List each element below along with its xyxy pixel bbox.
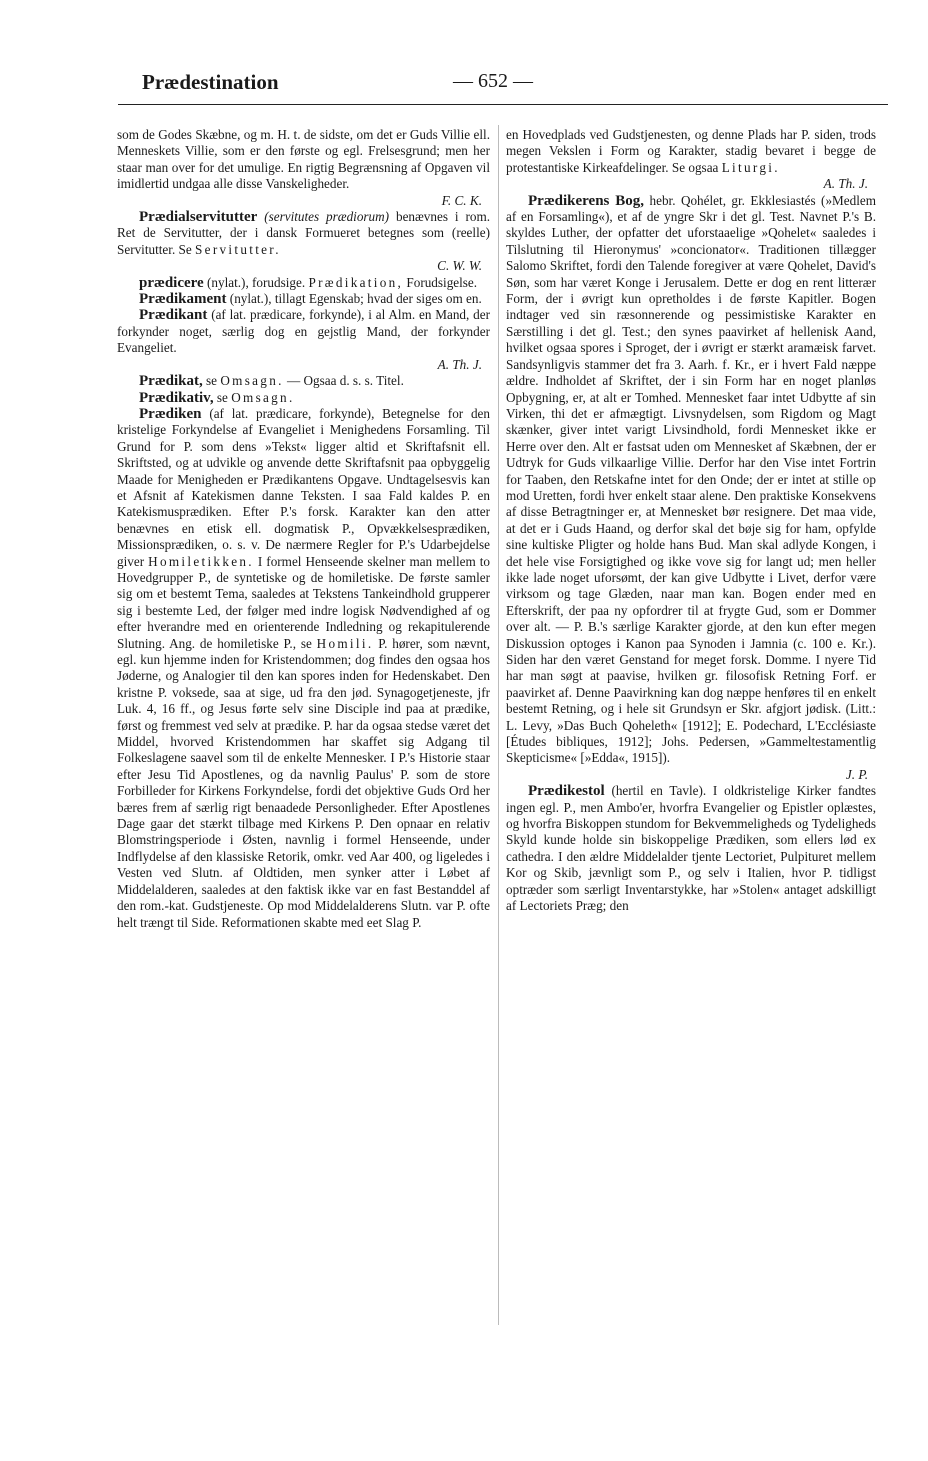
cross-reference[interactable]: Prædikation, bbox=[308, 274, 404, 290]
entry-head: Prædikat, bbox=[139, 373, 203, 390]
entry-praediken: Prædiken (af lat. prædicare, forkynde), Betegnelse for den kristelige Forkyndelse af Evangeliet i Menighedens Forsamling. Til Grund for P. som dens »Tekst« ligger altid et Skriftafsnit ell. Skriftsted, og at udvikle og anvende dette Skriftafsnit paa opbyggelig Maade for Menigheden er Prædikantens Opgave. Undtagelsesvis kan et Afsnit af Katekismen danne Teksten. I saa Fald kaldes P. en Katekismusprædiken. Efter P.'s forsk. Karakter kan den atter benævnes en etisk ell. dogmatisk P., Opvækkelsesprædiken, Missionsprædiken, o. s. v. De nærmere Regler for P.'s Udarbejdelse giver Homiletikken. I formel Henseende skelner man mellem to Hovedgrupper P., de syntetiske og de homiletiske. De første samler sig om et bestemt Tema, saaledes at Tekstens Tankeindhold grupperer sig i bestemte Led, der følger med indre logisk Nødvendighed af og efter hverandre med en orienterende Indledning og rekapitulerende Slutning. Ang. de homiletiske P., se Homili. P. hører, som nævnt, egl. kun hjemme inden for Kristendommen; dog findes den ogsaa hos Jøderne, og Analogier til den kan spores inden for Hedenskabet. Den kristne P. voksede, saa at sige, ud fra den jød. Synagogetjeneste, jfr Luk. 4, 16 ff., og Jesus førte selv sine Disciple ind paa at prædike, først og fremmest ved selv at prædike. P. har da ogsaa stedse været det Middel, hvorved Kristendommen har skaffet sig Adgang til Folkeslagene saavel som til de enkelte Mennesker. I P.'s Historie staar efter Jesu Tid Apostlenes, og da navnlig Paulus' P. som de store Forbilleder for Kirkens Forkyndelse, fordi det objektive Guds Ord her bæres frem af særlig rigt benaadede Personligheder. Efter Apostlenes Dage gaar det stærkt tilbage med Kirkens P. Den opnaar en relativ Blomstringsperiode i Østen, navnlig i formel Henseende, under Indflydelse af den klassiske Retorik, omkr. ved Aar 400, og ligeledes i Vesten ved Slutn. af Oldtiden, men synker atter i Løbet af Middelalderen, saaledes at den faktisk ikke var en fast Bestanddel af den rom.-kat. Gudstjeneste. Op mod Middelalderens Slutn. var P. ofte helt trængt til Side. Reformationen skabte med eet Slag P. bbox=[117, 405, 491, 930]
entry-head: Prædikament bbox=[139, 291, 227, 308]
entry-praedikerens-bog: Prædikerens Bog, hebr. Qohélet, gr. Ekklesiastés (»Medlem af en Forsamling«), et af de yngre Skr i det gl. Test. Navnet P.'s B. skyldes Luther, der opfatter det uforstaaelige »Qohelet« saaledes i Tilslutning til Hieronymus' »concionator«. Traditionen tillægger Salomo Skriftet, fordi den Talende foregiver at være Qohelet, David's Søn, som har været Konge i Jerusalem. Dette er dog en rent litterær Form, der i øvrigt kun opretholdes i de første Kapitler. Bogen indtager ved sin ræsonnerende og pessimistiske Karakter en Særstilling i det gl. Test.; den synes paavirket af hellenisk Aand, hvilket ogsaa spores i Sproget, der i øvrigt er stærkt aramæisk farvet. Sandsynligvis stammer det fra 3. Aarh. f. Kr., er i hvert Fald næppe ældre. Indholdet af Skriftet, der i sin Form har en noget planløs Opbygning, er, at alt er Tomhed. Mennesket faar intet Udbytte af sin Virken, thi det er afmægtigt. Livsnydelsen, som Rigdom og Magt skænker, giver intet varigt Livsindhold, fordi Mennesket ikke er Herre over den. Alt er fastsat uden om Mennesket af Skæbnen, der er Udtryk for Guds vilkaarlige Villie. Derfor har den Vise intet Fortrin for Taaben, den Retskafne intet for den Onde; der er intet at stille op mod Uretten, fordi hver enkelt staar alene. Den praktiske Konsekvens af disse Betragtninger er, at Mennesket bør resignere. Det maa vide, at det er i Guds Haand, og derfor skal det bøje sig for ham, opfylde sine kultiske Pligter og holde hans Bud. Man skal adlyde Kongen, i det hele vise Forsigtighed og ikke vove sig for langt ud; men heller ikke lade noget uforsømt, der kan give Udbytte i Livet, derfor være virksom og tage Glæden, naar man kan. Bogen ender med en Efterskrift, der paa ny opfordrer til at frygte Gud, som er Dommer over alt. — P. B.'s særlige Karakter gjorde, at den kun efter megen Diskussion optoges i Kanon paa Synoden i Jamnia (c. 100 e. Kr.). Siden har den været Genstand for meget forsk. Domme. I nyere Tid har man søgt at paavise, hvilken gr. filosofisk Retning Forf. er paavirket af. Denne Paavirkning kan dog næppe henføres til en enkelt bestemt Retning, og i hele sit Grundsyn er Skr. afgjort jødisk. (Litt.: L. Levy, »Das Buch Qoheleth« [1912]; E. Podechard, L'Ecclésiaste [Études bibliques, 1912]; Johs. Pedersen, »Gammeltestamentlig Skepticisme« [»Edda«, 1915]). J. P. bbox=[506, 192, 876, 782]
entry-head: Prædiken bbox=[139, 405, 202, 422]
entry-praedialservitutter: Prædialservitutter (servitutes prædiorum) benævnes i rom. Ret de Servitutter, der i dansk Formueret betegnes som (reelle) Servitutter. Se Servitutter. C. W. W. bbox=[117, 209, 490, 274]
left-column bbox=[117, 127, 490, 931]
cross-reference[interactable]: Servitutter. bbox=[195, 241, 281, 257]
cross-reference[interactable]: Homili. bbox=[316, 635, 374, 651]
author-signature: A. Th. J. bbox=[823, 176, 868, 192]
entry-head: Prædikant bbox=[139, 307, 208, 324]
entry-head: Prædikerens Bog, bbox=[528, 192, 645, 209]
cross-reference[interactable]: Liturgi. bbox=[721, 159, 780, 175]
running-title: Prædestination bbox=[142, 70, 279, 94]
cross-reference[interactable]: Homiletikken. bbox=[148, 553, 254, 569]
right-column bbox=[506, 127, 876, 915]
author-signature: F. C. K. bbox=[441, 192, 482, 208]
cross-reference[interactable]: Omsagn. bbox=[220, 373, 284, 389]
entry-head: prædicere bbox=[139, 274, 204, 291]
continued-paragraph: en Hovedplads ved Gudstjenesten, og denne Plads har P. siden, trods megen Vekslen i Form og Karakter, stadig bevaret i begge de protestantiske Kirkeafdelinger. Se ogsaa Liturgi. A. Th. J. bbox=[506, 127, 876, 192]
author-signature: C. W. W. bbox=[437, 258, 482, 274]
author-signature: J. P. bbox=[845, 766, 868, 782]
entry-praedikestol: Prædikestol (hertil en Tavle). I oldkristelige Kirker fandtes ingen egl. P., men Ambo'er, hvorfra Evangelier og Epistler oplæstes, og hvorfra Biskoppen stundom for Bekvemmeligheds og Tydeligheds Skyld kunde holde sin biskoppelige Prædiken, som ellers lød ex cathedra. I den ældre Middelalder tjente Lectoriet, Pulpituret mellem Kor og Skib, jævnligt som P., og selv i Italien, hvor P. tidligst optræder som særligt Inventarstykke, har »Stolen« antaget adskilligt af Lectoriets Præg; den bbox=[506, 783, 876, 914]
entry-praedikativ: Prædikativ, se Omsagn. bbox=[139, 389, 295, 406]
entry-praedikat: Prædikat, se Omsagn. — Ogsaa d. s. s. Titel. bbox=[139, 373, 404, 390]
page-header bbox=[118, 64, 888, 104]
continued-paragraph: som de Godes Skæbne, og m. H. t. de sidste, om det er Guds Villie ell. Menneskets Villie, som er den første og egl. Frelsesgrund; men her staar man over for det umulige. En rigtig Begrænsning af Opgaven vil imidlertid undgaa alle disse Vanskeligheder. F. C. K. bbox=[117, 127, 490, 208]
entry-praedikant: Prædikant (af lat. prædicare, forkynde), i al Alm. en Mand, der forkynder noget, særlig dog en gejstlig Mand, der forkynder Evangeliet. A. Th. J. bbox=[117, 307, 490, 372]
entry-praedicere: prædicere (nylat.), forudsige. Prædikation, Forudsigelse. bbox=[139, 274, 478, 291]
column-divider bbox=[498, 125, 499, 1325]
header-rule bbox=[118, 104, 888, 105]
cross-reference[interactable]: Omsagn. bbox=[231, 389, 295, 405]
page-number: — 652 — bbox=[453, 70, 533, 92]
entry-praedikament: Prædikament (nylat.), tillagt Egenskab; hvad der siges om en. bbox=[139, 291, 482, 308]
author-signature: A. Th. J. bbox=[437, 356, 482, 372]
entry-head: Prædikestol bbox=[528, 783, 605, 800]
entry-head: Prædikativ, bbox=[139, 389, 214, 406]
entry-head: Prædialservitutter bbox=[139, 209, 258, 226]
